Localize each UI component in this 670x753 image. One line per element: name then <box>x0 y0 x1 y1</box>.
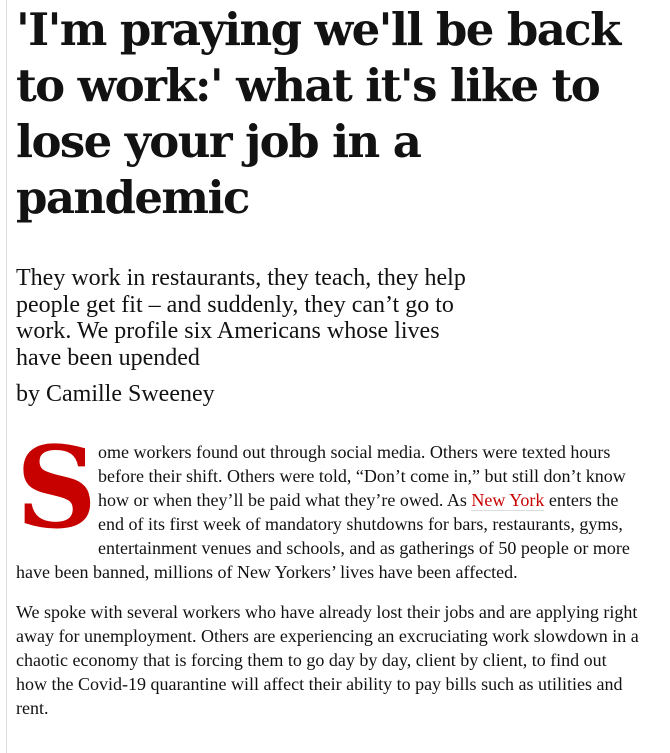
left-divider <box>6 0 7 753</box>
new-york-link[interactable]: New York <box>471 490 545 510</box>
paragraph-1-text-start: ome workers found out through social media. Others were texted hours before their shift. Others were told, “Don’t come in,” but still don’t know how or when they’ll be paid what they’re owed. As <box>98 442 626 510</box>
author-link[interactable]: Camille Sweeney <box>46 381 215 407</box>
body-paragraph-1 <box>16 423 641 584</box>
body-paragraph-2: We spoke with several workers who have already lost their jobs and are applying right away for unemployment. Others are experiencing an excruciating work slowdown in a chaotic economy that is forcing them to go day by day, client by client, to find out how the Covid-19 quarantine will affect their ability to pay bills such as utilities and rent. <box>16 602 639 718</box>
paragraph-1-text-end: enters the end of its first week of mandatory shutdowns for bars, restaurants, gyms, entertainment venues and schools, and as gatherings of 50 people or more have been banned, millions of New Yorkers’ lives have been affected. <box>16 490 630 582</box>
article-body <box>16 423 641 720</box>
article <box>16 0 656 720</box>
drop-cap: S <box>16 423 97 554</box>
headline: 'I'm praying we'll be back to work:' what it's like to lose your job in a pandemic <box>16 3 620 224</box>
byline <box>16 379 656 409</box>
byline-prefix: by <box>16 381 46 407</box>
standfirst: They work in restaurants, they teach, they help people get fit – and suddenly, they can’t go to work. We profile six Americans whose lives have been upended <box>16 265 466 371</box>
